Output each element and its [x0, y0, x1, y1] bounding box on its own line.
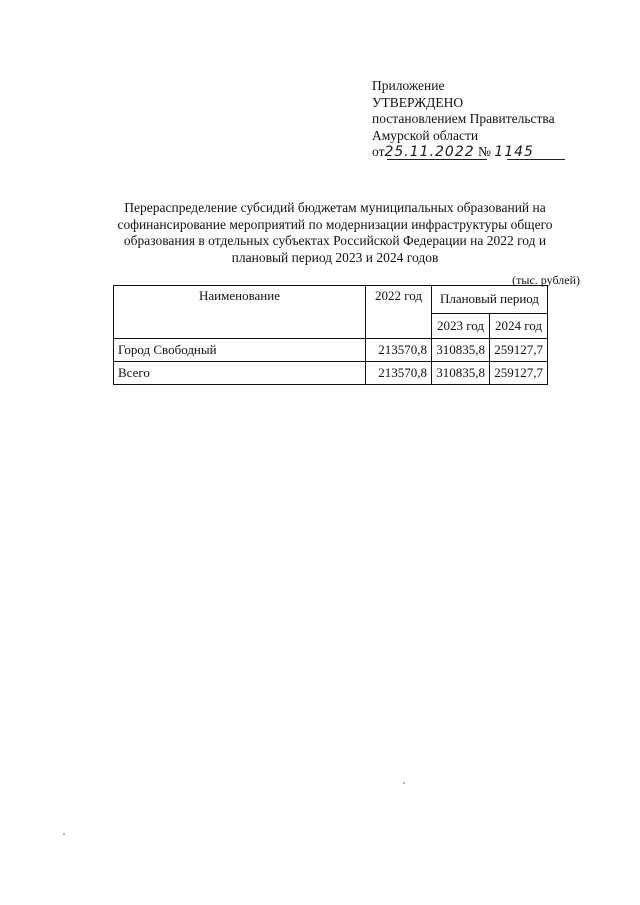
table-row: [114, 339, 548, 362]
row-2022: 213570,8: [366, 339, 432, 362]
handwritten-date: 25.11.2022: [384, 144, 475, 160]
number-underline: [507, 159, 565, 160]
scan-speck: [63, 833, 65, 835]
table-header-row: [114, 286, 548, 314]
header-name: Наименование: [114, 286, 366, 339]
date-underline: [387, 159, 487, 160]
approval-appendix: Приложение: [372, 78, 445, 93]
approval-approved: УТВЕРЖДЕНО: [372, 94, 464, 110]
header-planned-period: Плановый период: [432, 286, 548, 314]
table-row-total: [114, 362, 548, 385]
approval-date-line: [372, 144, 602, 164]
row-2022: 213570,8: [366, 362, 432, 385]
scan-speck: [403, 782, 405, 784]
subsidy-table: [113, 285, 548, 385]
approval-resolution: постановлением Правительства: [372, 111, 555, 126]
document-title: [100, 200, 570, 266]
approval-region: Амурской области: [372, 127, 479, 143]
header-2022: 2022 год: [366, 286, 432, 339]
date-prefix: от: [372, 144, 385, 159]
header-2024: 2024 год: [490, 313, 548, 338]
row-2024: 259127,7: [490, 362, 548, 385]
number-label: №: [478, 144, 491, 159]
handwritten-number: 1145: [494, 144, 534, 160]
title-line-4: плановый период 2023 и 2024 годов: [231, 249, 439, 265]
row-2023: 310835,8: [432, 339, 490, 362]
title-line-1: Перераспределение субсидий бюджетам муниципальных образований на: [124, 200, 546, 215]
approval-block: [372, 78, 602, 164]
units-note: (тыс. рублей): [512, 273, 580, 287]
header-2023: 2023 год: [432, 313, 490, 338]
row-name: Город Свободный: [114, 339, 366, 362]
row-2023: 310835,8: [432, 362, 490, 385]
row-2024: 259127,7: [490, 339, 548, 362]
row-name: Всего: [114, 362, 366, 385]
title-line-2: софинансирование мероприятий по модернизации инфраструктуры общего: [117, 216, 553, 232]
title-line-3: образования в отдельных субъектах Российской Федерации на 2022 год и: [123, 233, 547, 248]
